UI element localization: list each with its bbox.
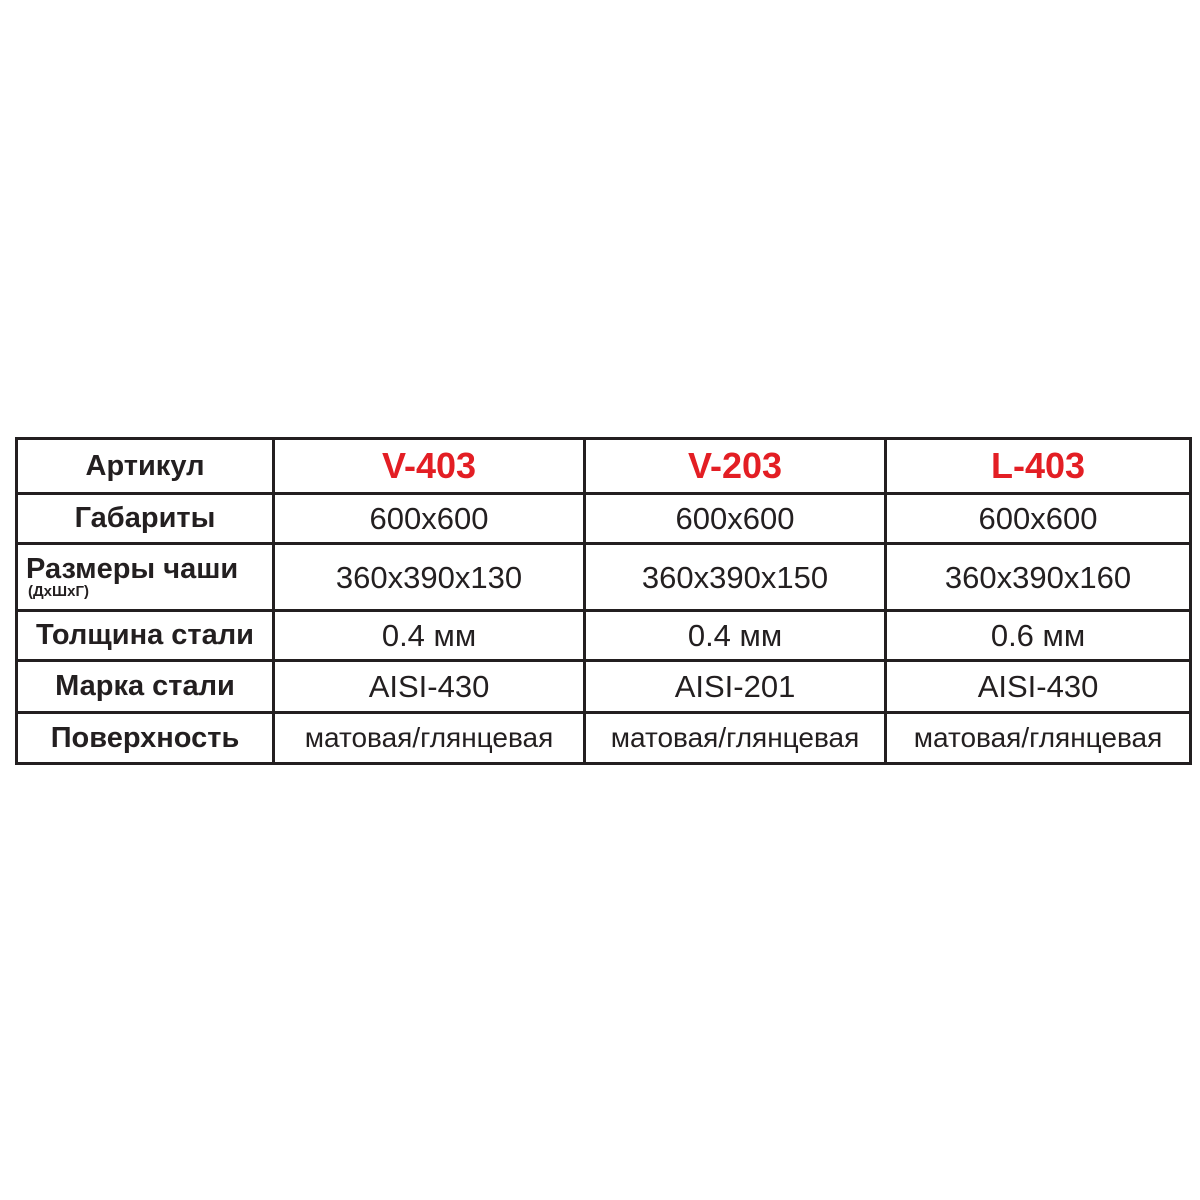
grade-v403: AISI-430 bbox=[274, 661, 585, 713]
spec-table bbox=[15, 437, 1192, 765]
row-label-bowl-size bbox=[17, 544, 274, 611]
model-v403: V-403 bbox=[274, 439, 585, 494]
row-label-article: Артикул bbox=[17, 439, 274, 494]
row-label-steel-grade: Марка стали bbox=[17, 661, 274, 713]
grade-v203: AISI-201 bbox=[585, 661, 886, 713]
thickness-v403: 0.4 мм bbox=[274, 611, 585, 661]
thickness-l403: 0.6 мм bbox=[886, 611, 1191, 661]
table-row-article bbox=[17, 439, 1191, 494]
bowl-size-v403: 360x390x130 bbox=[274, 544, 585, 611]
thickness-v203: 0.4 мм bbox=[585, 611, 886, 661]
bowl-size-v203: 360x390x150 bbox=[585, 544, 886, 611]
bowl-size-l403: 360x390x160 bbox=[886, 544, 1191, 611]
model-v203: V-203 bbox=[585, 439, 886, 494]
bowl-size-label: Размеры чаши bbox=[26, 553, 239, 585]
row-label-dimensions: Габариты bbox=[17, 494, 274, 544]
dimensions-v203: 600x600 bbox=[585, 494, 886, 544]
bowl-size-sublabel: (ДхШхГ) bbox=[28, 583, 89, 600]
table-row-bowl-size bbox=[17, 544, 1191, 611]
table-row-dimensions bbox=[17, 494, 1191, 544]
table-row-steel-thickness bbox=[17, 611, 1191, 661]
surface-v203: матовая/глянцевая bbox=[585, 713, 886, 764]
model-l403: L-403 bbox=[886, 439, 1191, 494]
dimensions-v403: 600x600 bbox=[274, 494, 585, 544]
row-label-steel-thickness: Толщина стали bbox=[17, 611, 274, 661]
dimensions-l403: 600x600 bbox=[886, 494, 1191, 544]
surface-v403: матовая/глянцевая bbox=[274, 713, 585, 764]
grade-l403: AISI-430 bbox=[886, 661, 1191, 713]
surface-l403: матовая/глянцевая bbox=[886, 713, 1191, 764]
table-row-surface bbox=[17, 713, 1191, 764]
table-row-steel-grade bbox=[17, 661, 1191, 713]
row-label-surface: Поверхность bbox=[17, 713, 274, 764]
